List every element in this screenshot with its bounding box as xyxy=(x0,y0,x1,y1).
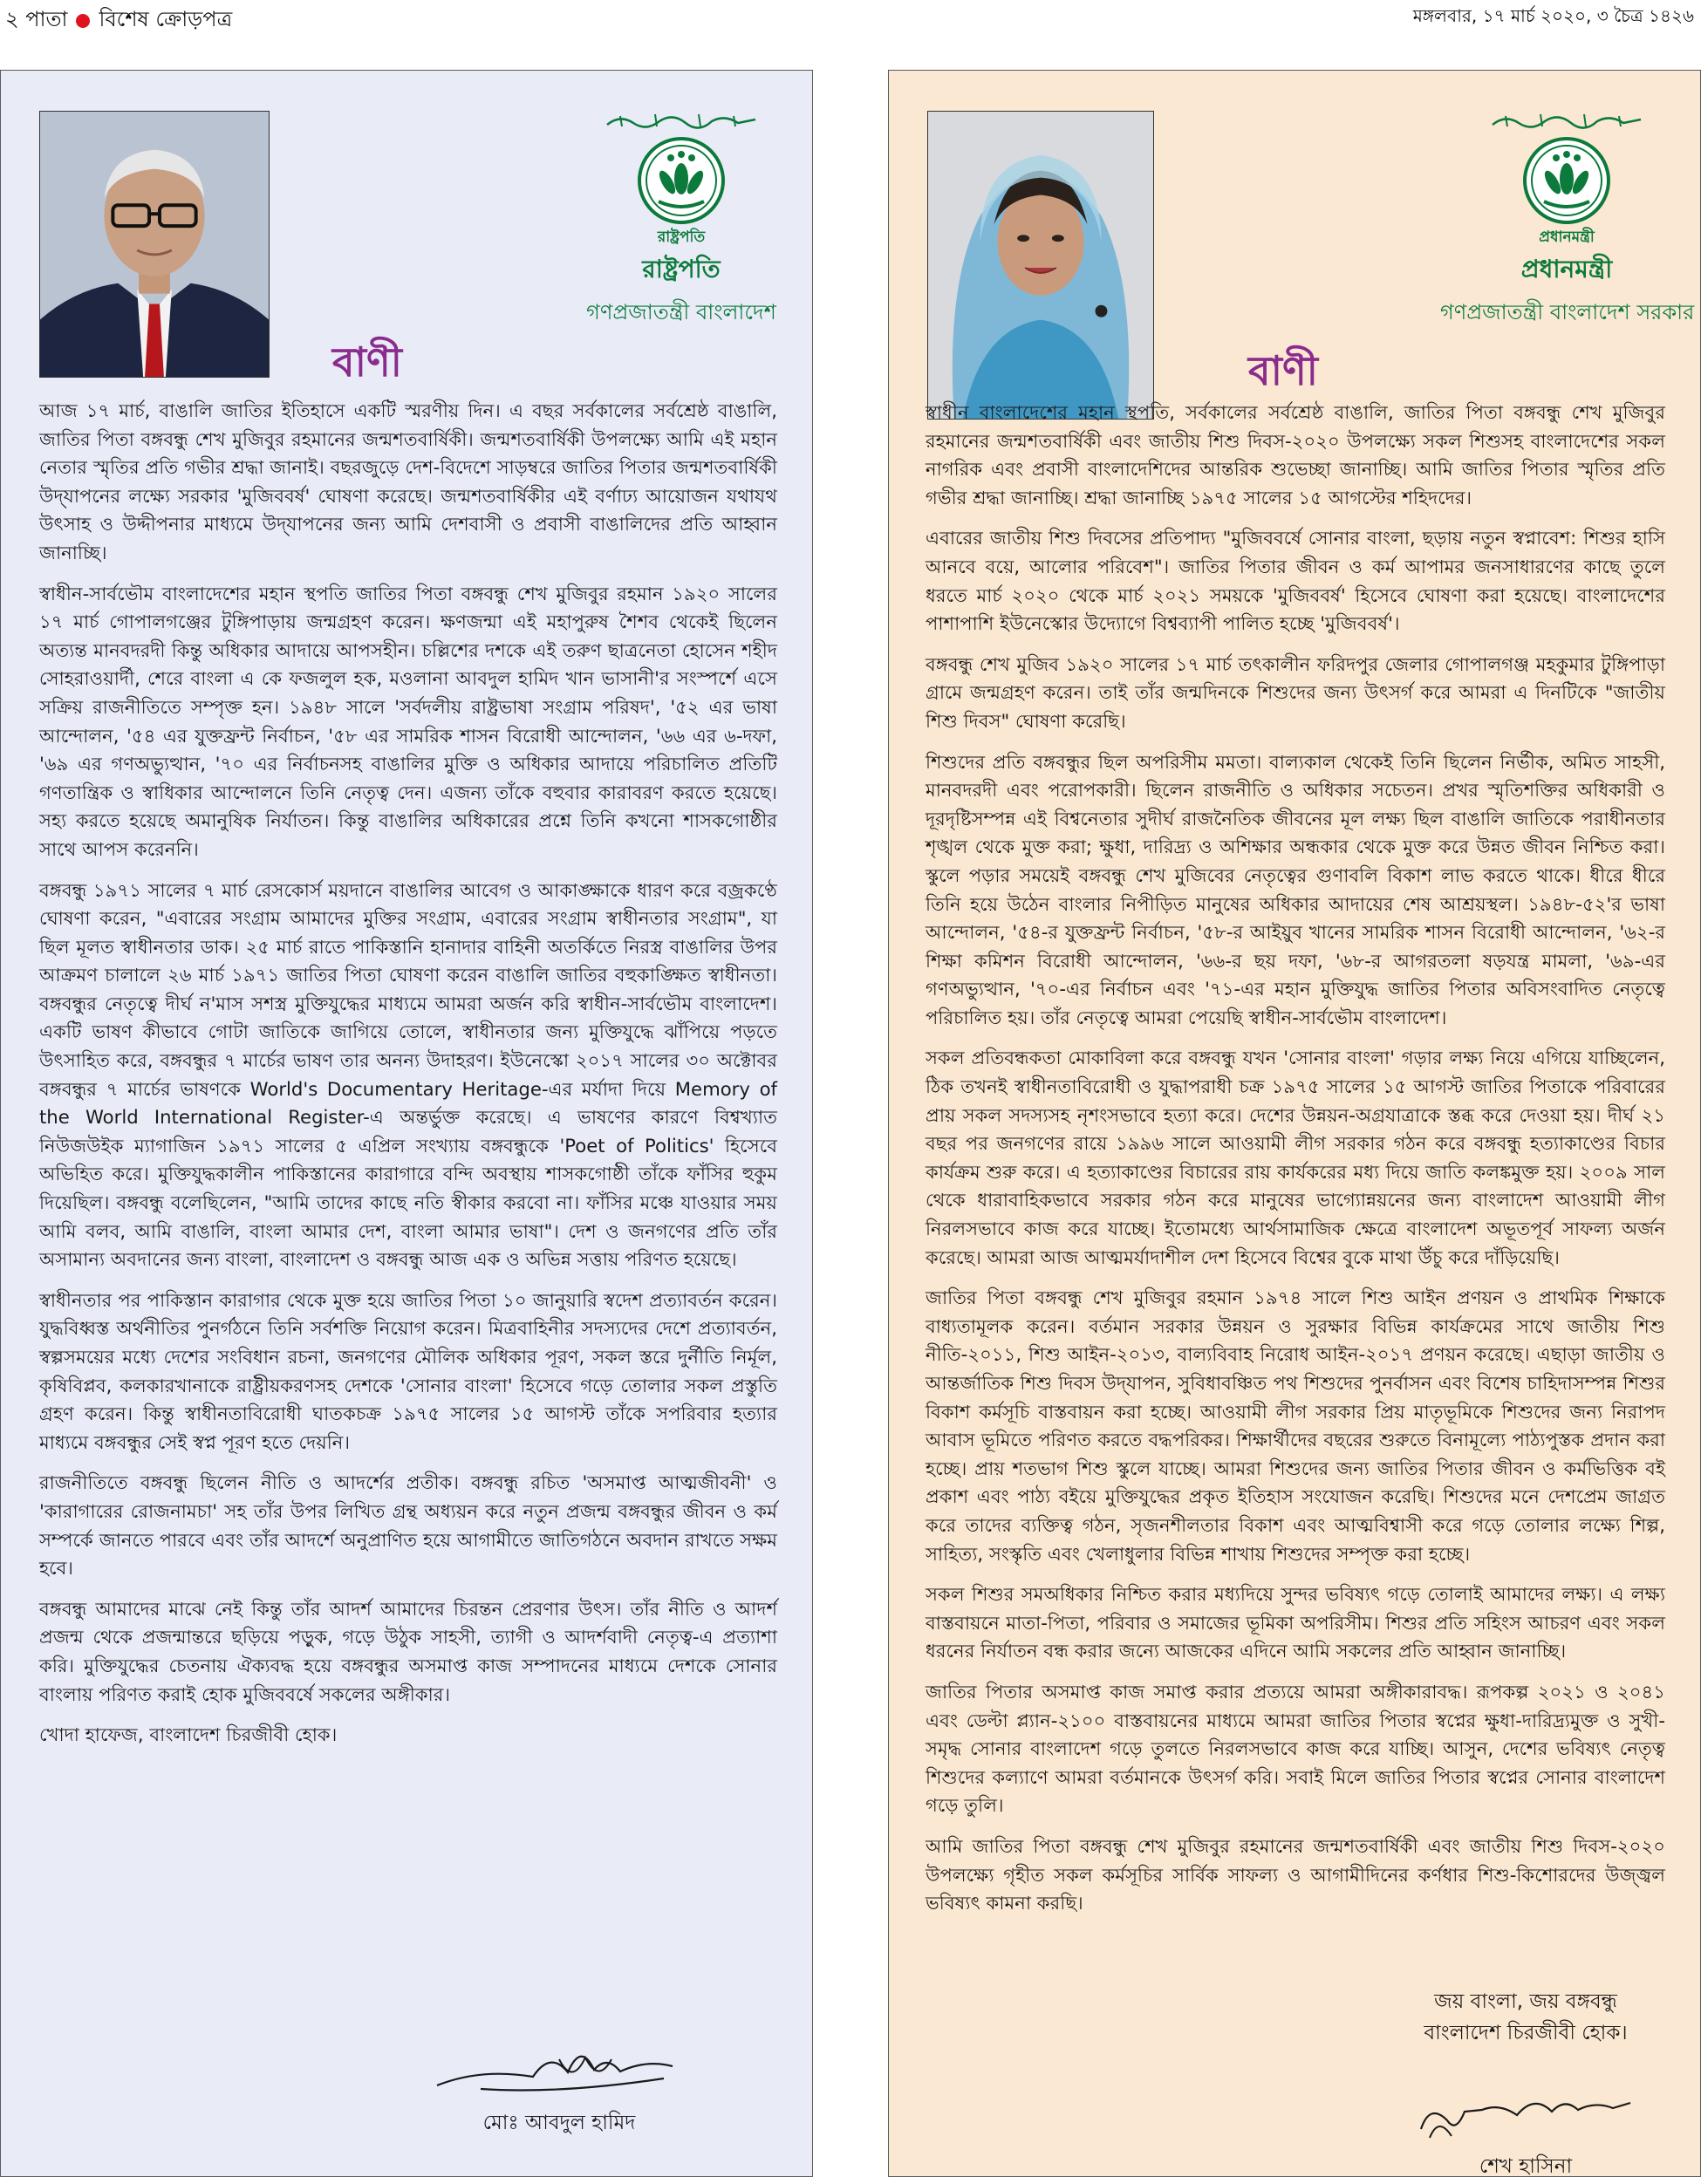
message-paragraph: রাজনীতিতে বঙ্গবন্ধু ছিলেন নীতি ও আদর্শের প্রতীক। বঙ্গবন্ধু রচিত 'অসমাপ্ত আত্মজীবনী' ও 'কারাগারের রোজনামচা' সহ তাঁর উপর লিখিত গ্রন্থ অধ্যয়ন করে নতুন প্রজন্ম বঙ্গবন্ধুর জীবন ও কর্ম সম্পর্কে জানতে পারবে এবং তাঁর আদর্শে অনুপ্রাণিত হয়ে আগামীতে জাতিগঠনে অবদান রাখতে সক্ষম হবে। xyxy=(39,1471,777,1580)
message-paragraph: বঙ্গবন্ধু আমাদের মাঝে নেই কিন্তু তাঁর আদর্শ আমাদের চিরন্তন প্রেরণার উৎস। তাঁর নীতি ও আদর্শ প্রজন্ম থেকে প্রজন্মান্তরে ছড়িয়ে পড়ুক, গড়ে উঠুক সাহসী, ত্যাগী ও আদর্শবাদী নেতৃত্ব-এ প্রত্যাশা করি। মুক্তিযুদ্ধের চেতনায় ঐক্যবদ্ধ হয়ে বঙ্গবন্ধুর অসমাপ্ত কাজ সম্পাদনের মাধ্যমে দেশকে সোনার বাংলায় পরিণত করাই হোক মুজিববর্ষে সকলের অঙ্গীকার। xyxy=(39,1597,777,1705)
message-heading: বাণী xyxy=(1248,347,1318,394)
page-header xyxy=(0,0,1701,35)
national-emblem-icon xyxy=(1521,135,1612,226)
header-red-dot xyxy=(76,14,90,28)
office-subtitle: গণপ্রজাতন্ত্রী বাংলাদেশ সরকার xyxy=(1440,300,1695,324)
message-paragraph: জাতির পিতা বঙ্গবন্ধু শেখ মুজিবুর রহমান ১৯৭৪ সালে শিশু আইন প্রণয়ন ও প্রাথমিক শিক্ষাকে বাধ্যতামূলক করেন। বর্তমান সরকার উন্নয়ন ও সুরক্ষার বিভিন্ন কার্যক্রমের সাথে জাতীয় শিশু নীতি-২০১১, শিশু আইন-২০১৩, বাল্যবিবাহ নিরোধ আইন-২০১৭ প্রণয়ন করেছে। এছাড়া জাতীয় ও আন্তর্জাতিক শিশু দিবস উদ্‌যাপন, সুবিধাবঞ্চিত পথ শিশুদের পুনর্বাসন এবং বিশেষ চাহিদাসম্পন্ন শিশুর বিকাশ কর্মসূচি বাস্তবায়ন করা হচ্ছে। আওয়ামী লীগ সরকার প্রিয় মাতৃভূমিকে শিশুদের জন্য নিরাপদ আবাস ভূমিতে পরিণত করতে বদ্ধপরিকর। শিক্ষার্থীদের বছরের শুরুতে বিনামূল্যে পাঠ্যপুস্তক প্রদান করা হচ্ছে। প্রায় শতভাগ শিশু স্কুলে যাচ্ছে। আমরা শিশুদের জন্য জাতির পিতার জীবন ও কর্মভিত্তিক বই প্রকাশ এবং পাঠ্য বইয়ে মুক্তিযুদ্ধের প্রকৃত ইতিহাস সংযোজন করেছি। শিশুদের মনে দেশপ্রেম জাগ্রত করে তাদের ব্যক্তিত্ব গঠন, সৃজনশীলতার বিকাশ এবং আত্মবিশ্বাসী করে গড়ে তোলার লক্ষ্যে শিল্প, সাহিত্য, সংস্কৃতি এবং খেলাধুলার বিভিন্ন শাখায় শিশুদের সম্পৃক্ত করা হচ্ছে। xyxy=(926,1287,1665,1565)
president-portrait xyxy=(39,111,270,378)
message-paragraph: এবারের জাতীয় শিশু দিবসের প্রতিপাদ্য "মুজিববর্ষে সোনার বাংলা, ছড়ায় নতুন স্বপ্নাবেশ: শিশুর হাসি আনবে বয়ে, আলোর পরিবেশ"। জাতির পিতার জীবন ও কর্ম আপামর জনসাধারণের কাছে তুলে ধরতে মার্চ ২০২০ থেকে মার্চ ২০২১ সময়কে 'মুজিববর্ষ' হিসেবে ঘোষণা করা হয়েছে। বাংলাদেশের পাশাপাশি ইউনেস্কোর উদ্যোগে বিশ্বব্যাপী পালিত হচ্ছে 'মুজিববর্ষ'। xyxy=(926,527,1665,635)
president-emblem-block xyxy=(559,109,803,331)
pm-closing-lines xyxy=(1377,1986,1674,2049)
president-photo-illustration xyxy=(40,112,269,377)
closing-line: বাংলাদেশ চিরজীবী হোক। xyxy=(1424,2022,1628,2044)
pm-signature-block xyxy=(1377,2085,1674,2184)
message-paragraph: সকল শিশুর সমঅধিকার নিশ্চিত করার মধ্যদিয়ে সুন্দর ভবিষ্যৎ গড়ে তোলাই আমাদের লক্ষ্য। এ লক্ষ্য বাস্তবায়নে মাতা-পিতা, পরিবার ও সমাজের ভূমিকা অপরিসীম। শিশুর প্রতি সহিংস আচরণ এবং সকল ধরনের নির্যাতন বন্ধ করার জন্যে আজকের এদিনে আমি সকলের প্রতি আহ্বান জানাচ্ছি। xyxy=(926,1583,1665,1662)
president-signature-icon xyxy=(428,2033,690,2103)
signer-name: মোঃ আবদুল হামিদ xyxy=(482,2112,636,2134)
pm-signature-icon xyxy=(1412,2085,1639,2146)
president-message-body xyxy=(39,397,777,1762)
message-paragraph: বঙ্গবন্ধু ১৯৭১ সালের ৭ মার্চ রেসকোর্স ময়দানে বাঙালির আবেগ ও আকাঙ্ক্ষাকে ধারণ করে বজ্রকণ্ঠে ঘোষণা করেন, "এবারের সংগ্রাম আমাদের মুক্তির সংগ্রাম, এবারের সংগ্রাম স্বাধীনতার সংগ্রাম", যা ছিল মূলত স্বাধীনতার ডাক। ২৫ মার্চ রাতে পাকিস্তানি হানাদার বাহিনী অতর্কিতে নিরস্ত্র বাঙালির উপর আক্রমণ চালালে ২৬ মার্চ ১৯৭১ জাতির পিতা ঘোষণা করেন বাঙালি জাতির বহুকাঙ্ক্ষিত স্বাধীনতা। বঙ্গবন্ধুর নেতৃত্বে দীর্ঘ ন'মাস সশস্ত্র মুক্তিযুদ্ধের মাধ্যমে আমরা অর্জন করি স্বাধীন-সার্বভৌম বাংলাদেশ। একটি ভাষণ কীভাবে গোটা জাতিকে জাগিয়ে তোলে, স্বাধীনতার জন্য মুক্তিযুদ্ধে ঝাঁপিয়ে পড়তে উৎসাহিত করে, বঙ্গবন্ধুর ৭ মার্চের ভাষণ তার অনন্য উদাহরণ। ইউনেস্কো ২০১৭ সালের ৩০ অক্টোবর বঙ্গবন্ধুর ৭ মার্চের ভাষণকে World's Documentary Heritage-এর মর্যাদা দিয়ে Memory of the World International Register-এ অন্তর্ভুক্ত করেছে। এ ভাষণের কারণে বিশ্বখ্যাত নিউজউইক ম্যাগাজিন ১৯৭১ সালের ৫ এপ্রিল সংখ্যায় বঙ্গবন্ধুকে 'Poet of Politics' হিসেবে অভিহিত করে। মুক্তিযুদ্ধকালীন পাকিস্তানের কারাগারে বন্দি অবস্থায় শাসকগোষ্ঠী তাঁকে ফাঁসির হুকুম দিয়েছিল। বঙ্গবন্ধু বলেছিলেন, "আমি তাদের কাছে নতি স্বীকার করবো না। ফাঁসির মঞ্চে যাওয়ার সময় আমি বলব, আমি বাঙালি, বাংলা আমার দেশ, বাংলা আমার ভাষা"। দেশ ও জনগণের প্রতি তাঁর অসামান্য অবদানের জন্য বাংলা, বাংলাদেশ ও বঙ্গবন্ধু আজ এক ও অভিন্ন সত্তায় পরিণত হয়েছে। xyxy=(39,878,777,1271)
pm-photo-illustration xyxy=(928,112,1153,419)
section-label: বিশেষ ক্রোড়পত্র xyxy=(99,7,233,31)
closing-line: জয় বাংলা, জয় বঙ্গবন্ধু xyxy=(1434,1990,1617,2013)
national-emblem-icon xyxy=(636,135,727,226)
message-paragraph: সকল প্রতিবন্ধকতা মোকাবিলা করে বঙ্গবন্ধু যখন 'সোনার বাংলা' গড়ার লক্ষ্য নিয়ে এগিয়ে যাচ্ছিলেন, ঠিক তখনই স্বাধীনতাবিরোধী ও যুদ্ধাপরাধী চক্র ১৯৭৫ সালের ১৫ আগস্ট জাতির পিতাকে পরিবারের প্রায় সকল সদস্যসহ নৃশংসভাবে হত্যা করে। দেশের উন্নয়ন-অগ্রযাত্রাকে স্তব্ধ করে দেওয়া হয়। দীর্ঘ ২১ বছর পর জনগণের রায়ে ১৯৯৬ সালে আওয়ামী লীগ সরকার গঠন করে বঙ্গবন্ধু হত্যাকাণ্ডের বিচার কার্যক্রম শুরু করে। এ হত্যাকাণ্ডের বিচারের রায় কার্যকরের মধ্য দিয়ে জাতি কলঙ্কমুক্ত হয়। ২০০৯ সাল থেকে ধারাবাহিকভাবে সরকার গঠন করে মানুষের ভাগ্যোন্নয়নের জন্য বাংলাদেশ আওয়ামী লীগ নিরলসভাবে কাজ করে যাচ্ছে। ইতোমধ্যে আর্থসামাজিক ক্ষেত্রে বাংলাদেশ অভূতপূর্ব সাফল্য অর্জন করেছে। আমরা আজ আত্মমর্যাদাশীল দেশ হিসেবে বিশ্বের বুকে মাথা উঁচু করে দাঁড়িয়েছি। xyxy=(926,1047,1665,1268)
emblem-caption: রাষ্ট্রপতি xyxy=(657,229,706,246)
pm-emblem-block xyxy=(1440,109,1693,331)
message-heading: বাণী xyxy=(332,338,402,386)
bismillah-calligraphy-icon xyxy=(603,109,760,132)
message-paragraph: জাতির পিতার অসমাপ্ত কাজ সমাপ্ত করার প্রত্যয়ে আমরা অঙ্গীকারাবদ্ধ। রূপকল্প ২০২১ ও ২০৪১ এবং ডেল্টা প্ল্যান-২১০০ বাস্তবায়নের মাধ্যমে আমরা জাতির পিতার স্বপ্নের ক্ষুধা-দারিদ্র্যমুক্ত ও সুখী-সমৃদ্ধ সোনার বাংলাদেশ গড়ে তুলতে নিরলসভাবে কাজ করে যাচ্ছি। আসুন, দেশের ভবিষ্যৎ নেতৃত্ব শিশুদের কল্যাণে আমরা বর্তমানকে উৎসর্গ করি। সবাই মিলে জাতির পিতার স্বপ্নের সোনার বাংলাদেশ গড়ে তুলি। xyxy=(926,1680,1665,1817)
message-paragraph: আজ ১৭ মার্চ, বাঙালি জাতির ইতিহাসে একটি স্মরণীয় দিন। এ বছর সর্বকালের সর্বশ্রেষ্ঠ বাঙালি, জাতির পিতা বঙ্গবন্ধু শেখ মুজিবুর রহমানের জন্মশতবার্ষিকী। জন্মশতবার্ষিকী উপলক্ষ্যে আমি এই মহান নেতার স্মৃতির প্রতি গভীর শ্রদ্ধা জানাই। বছরজুড়ে দেশ-বিদেশে সাড়ম্বরে জাতির পিতার জন্মশতবার্ষিকী উদ্‌যাপনের লক্ষ্যে সরকার 'মুজিববর্ষ' ঘোষণা করেছে। জন্মশতবার্ষিকীর এই বর্ণাঢ্য আয়োজন যথাযথ উৎসাহ ও উদ্দীপনার মাধ্যমে উদ্‌যাপনের জন্য আমি দেশবাসী ও প্রবাসী বাঙালিদের প্রতি আহ্বান জানাচ্ছি। xyxy=(39,399,777,563)
pm-portrait xyxy=(927,111,1154,420)
message-paragraph: স্বাধীন-সার্বভৌম বাংলাদেশের মহান স্থপতি জাতির পিতা বঙ্গবন্ধু শেখ মুজিবুর রহমান ১৯২০ সালের ১৭ মার্চ গোপালগঞ্জের টুঙ্গিপাড়ায় জন্মগ্রহণ করেন। ক্ষণজন্মা এই মহাপুরুষ শৈশব থেকেই ছিলেন অত্যন্ত মানবদরদী কিন্তু অধিকার আদায়ে আপসহীন। চল্লিশের দশকে এই তরুণ ছাত্রনেতা হোসেন শহীদ সোহরাওয়ার্দী, শেরে বাংলা এ কে ফজলুল হক, মওলানা আবদুল হামিদ খান ভাসানী'র সংস্পর্শে এসে সক্রিয় রাজনীতিতে সম্পৃক্ত হন। ১৯৪৮ সালে 'সর্বদলীয় রাষ্ট্রভাষা সংগ্রাম পরিষদ', '৫২ এর ভাষা আন্দোলন, '৫৪ এর যুক্তফ্রন্ট নির্বাচন, '৫৮ এর সামরিক শাসন বিরোধী আন্দোলন, '৬৬ এর ৬-দফা, '৬৯ এর গণঅভ্যুত্থান, '৭০ এর নির্বাচনসহ বাঙালির মুক্তি ও অধিকার আদায়ে পরিচালিত প্রতিটি গণতান্ত্রিক ও স্বাধিকার আন্দোলনে তিনি নেতৃত্ব দেন। এজন্য তাঁকে বহুবার কারাবরণ করতে হয়েছে। সহ্য করতে হয়েছে অমানুষিক নির্যাতন। কিন্তু বাঙালির অধিকারের প্রশ্নে তিনি কখনো শাসকগোষ্ঠীর সাথে আপস করেননি। xyxy=(39,582,777,860)
office-title: রাষ্ট্রপতি xyxy=(642,255,721,283)
pm-message-body xyxy=(926,399,1665,1930)
office-subtitle: গণপ্রজাতন্ত্রী বাংলাদেশ xyxy=(586,300,776,324)
signer-name: শেখ হাসিনা xyxy=(1479,2155,1573,2178)
bismillah-calligraphy-icon xyxy=(1488,109,1645,132)
message-paragraph: শিশুদের প্রতি বঙ্গবন্ধুর ছিল অপরিসীম মমতা। বাল্যকাল থেকেই তিনি ছিলেন নির্ভীক, অমিত সাহসী, মানবদরদী এবং পরোপকারী। ছিলেন রাজনীতি ও অধিকার সচেতন। প্রখর স্মৃতিশক্তির অধিকারী ও দূরদৃষ্টিসম্পন্ন এই বিশ্বনেতার সুদীর্ঘ রাজনৈতিক জীবনের মূল লক্ষ্য ছিল বাঙালি জাতিকে পরাধীনতার শৃঙ্খল থেকে মুক্ত করা; ক্ষুধা, দারিদ্র্য ও অশিক্ষার অন্ধকার থেকে মুক্ত করে উন্নত জীবন নিশ্চিত করা। স্কুলে পড়ার সময়েই বঙ্গবন্ধু শেখ মুজিবের নেতৃত্বের গুণাবলি বিকাশ লাভ করতে থাকে। ধীরে ধীরে তিনি হয়ে উঠেন বাংলার নিপীড়িত মানুষের অধিকার আদায়ের শেষ আশ্রয়স্থল। ১৯৪৮-৫২'র ভাষা আন্দোলন, '৫৪-র যুক্তফ্রন্ট নির্বাচন, '৫৮-র আইয়ুব খানের সামরিক শাসন বিরোধী আন্দোলন, '৬২-র শিক্ষা কমিশন বিরোধী আন্দোলন, '৬৬-র ছয় দফা, '৬৮-র আগরতলা ষড়যন্ত্র মামলা, '৬৯-এর গণঅভ্যুত্থান, '৭০-এর নির্বাচন এবং '৭১-এর মহান মুক্তিযুদ্ধ জাতির পিতার অবিসংবাদিত নেতৃত্বে পরিচালিত হয়। তাঁর নেতৃত্বে আমরা পেয়েছি স্বাধীন-সার্বভৌম বাংলাদেশ। xyxy=(926,750,1665,1028)
message-paragraph: খোদা হাফেজ, বাংলাদেশ চিরজীবী হোক। xyxy=(39,1723,338,1746)
president-signature-block xyxy=(411,2033,707,2140)
pm-message-panel xyxy=(888,70,1701,2177)
header-date: মঙ্গলবার, ১৭ মার্চ ২০২০, ৩ চৈত্র ১৪২৬ xyxy=(1412,5,1694,26)
message-paragraph: স্বাধীন বাংলাদেশের মহান স্থপতি, সর্বকালের সর্বশ্রেষ্ঠ বাঙালি, জাতির পিতা বঙ্গবন্ধু শেখ মুজিবুর রহমানের জন্মশতবার্ষিকী এবং জাতীয় শিশু দিবস-২০২০ উপলক্ষ্যে সকল শিশুসহ বাংলাদেশের সকল নাগরিক এবং প্রবাসী বাংলাদেশিদের আন্তরিক শুভেচ্ছা জানাচ্ছি। আমি জাতির পিতার স্মৃতির প্রতি গভীর শ্রদ্ধা জানাচ্ছি। শ্রদ্ধা জানাচ্ছি ১৯৭৫ সালের ১৫ আগস্টের শহিদদের। xyxy=(926,401,1665,508)
message-paragraph: স্বাধীনতার পর পাকিস্তান কারাগার থেকে মুক্ত হয়ে জাতির পিতা ১০ জানুয়ারি স্বদেশ প্রত্যাবর্তন করেন। যুদ্ধবিধ্বস্ত অর্থনীতির পুনর্গঠনে তিনি সর্বশক্তি নিয়োগ করেন। মিত্রবাহিনীর সদস্যদের দেশে প্রত্যাবর্তন, স্বল্পসময়ের মধ্যে দেশের সংবিধান রচনা, জনগণের মৌলিক অধিকার পূরণ, সকল স্তরে দুর্নীতি নির্মূল, কৃষিবিপ্লব, কলকারখানাকে রাষ্ট্রীয়করণসহ দেশকে 'সোনার বাংলা' হিসেবে গড়ে তোলার সকল প্রস্তুতি গ্রহণ করেন। কিন্তু স্বাধীনতাবিরোধী ঘাতকচক্র ১৯৭৫ সালের ১৫ আগস্ট তাঁকে সপরিবার হত্যার মাধ্যমে বঙ্গবন্ধুর সেই স্বপ্ন পূরণ হতে দেয়নি। xyxy=(39,1288,777,1453)
page-number-label: ২ পাতা xyxy=(5,7,68,31)
emblem-caption: প্রধানমন্ত্রী xyxy=(1539,229,1595,246)
header-left xyxy=(5,3,232,38)
message-paragraph: বঙ্গবন্ধু শেখ মুজিব ১৯২০ সালের ১৭ মার্চ তৎকালীন ফরিদপুর জেলার গোপালগঞ্জ মহকুমার টুঙ্গিপাড়া গ্রামে জন্মগ্রহণ করেন। তাই তাঁর জন্মদিনকে শিশুদের জন্য উৎসর্গ করে আমরা এ দিনটিকে "জাতীয় শিশু দিবস" ঘোষণা করেছি। xyxy=(926,652,1665,732)
office-title: প্রধানমন্ত্রী xyxy=(1520,255,1613,283)
message-paragraph: আমি জাতির পিতা বঙ্গবন্ধু শেখ মুজিবুর রহমানের জন্মশতবার্ষিকী এবং জাতীয় শিশু দিবস-২০২০ উপলক্ষ্যে গৃহীত সকল কর্মসূচির সার্বিক সাফল্য ও আগামীদিনের কর্ণধার শিশু-কিশোরদের উজ্জ্বল ভবিষ্যৎ কামনা করছি। xyxy=(926,1834,1665,1914)
president-message-panel xyxy=(0,70,813,2177)
